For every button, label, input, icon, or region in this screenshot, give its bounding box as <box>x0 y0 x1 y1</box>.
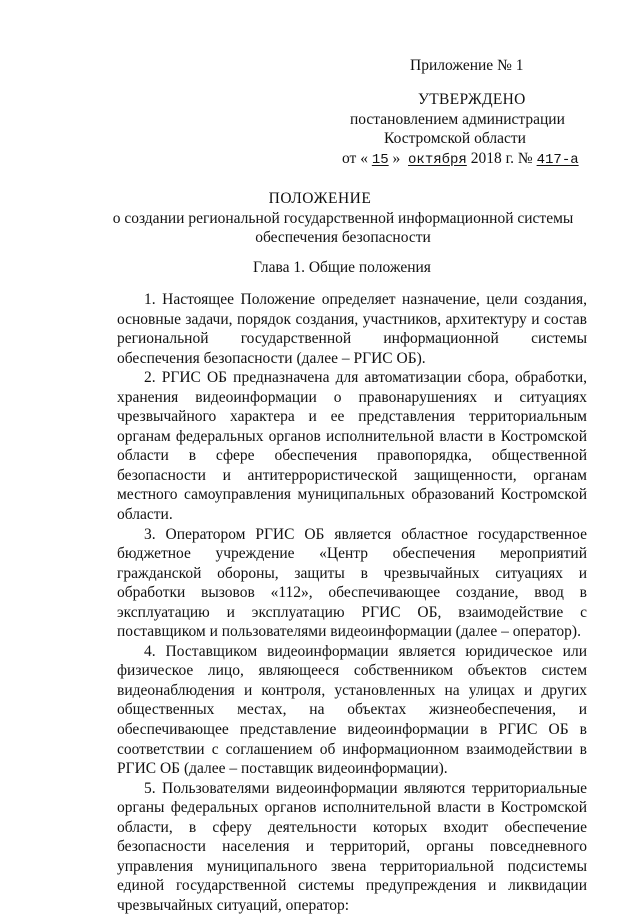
paragraph-2: 2. РГИС ОБ предназначена для автоматизации сбора, обработки, хранения видеоинформации о правонарушениях и ситуациях чрезвычайного характера и ее представления территориальным органам федеральных органов исполнительной власти в Костромской области в сфере обеспечения правопорядка, общественной безопасности и антитеррористической защищенности, органам местного самоуправления муниципальных образований Костромской области. <box>117 369 587 524</box>
approved-by-line-2: Костромской области <box>384 130 526 147</box>
date-day: 15 <box>371 152 389 168</box>
document-title <box>0 189 640 248</box>
paragraph-1: 1. Настоящее Положение определяет назначение, цели создания, основные задачи, порядок создания, участников, архитектуру и состав региональной государственной информационной системы обеспечения безопасности (далее – РГИС ОБ). <box>117 291 587 367</box>
date-month: октября <box>408 152 467 168</box>
document-body <box>117 290 587 916</box>
approved-by-line-1: постановлением администрации <box>350 111 565 128</box>
title-line-1: ПОЛОЖЕНИЕ <box>268 190 372 207</box>
approved-stamp-label: УТВЕРЖДЕНО <box>418 91 526 108</box>
approval-date-line <box>342 149 579 171</box>
chapter-heading: Глава 1. Общие положения <box>253 259 431 276</box>
paragraph-3: 3. Оператором РГИС ОБ является областное государственное бюджетное учреждение «Центр обеспечения мероприятий гражданской обороны, защиты в чрезвычайных ситуациях и обработки вызовов «112», обеспечивающее создание, ввод в эксплуатацию и эксплуатацию РГИС ОБ, взаимодействие с поставщиком и пользователями видеоинформации (далее – оператор). <box>117 525 587 641</box>
date-prefix: от « <box>342 150 368 167</box>
date-separator: » <box>392 150 401 167</box>
date-year: 2018 г. № <box>470 150 533 167</box>
attachment-label: Приложение № 1 <box>410 57 524 74</box>
paragraph-4: 4. Поставщиком видеоинформации является юридическое или физическое лицо, являющееся собственником объектов систем видеонаблюдения и контроля, установленных на улицах и других общественных местах, на объектах жизнеобеспечения, и обеспечивающее представление видеоинформации в РГИС ОБ в соответствии с соглашением об информационном взаимодействии в РГИС ОБ (далее – поставщик видеоинформации). <box>117 642 587 778</box>
title-line-3: обеспечения безопасности <box>255 229 431 247</box>
document-number: 417-а <box>536 152 579 168</box>
title-line-2: о создании региональной государственной информационной системы <box>112 209 574 227</box>
paragraph-5: 5. Пользователями видеоинформации являются территориальные органы федеральных органов исполнительной власти в Костромской области, в сферу деятельности которых входит обеспечение безопасности населения и территорий, органы повседневного управления муниципального звена территориальной подсистемы единой государственной системы предупреждения и ликвидации чрезвычайных ситуаций, оператор: <box>117 779 587 914</box>
